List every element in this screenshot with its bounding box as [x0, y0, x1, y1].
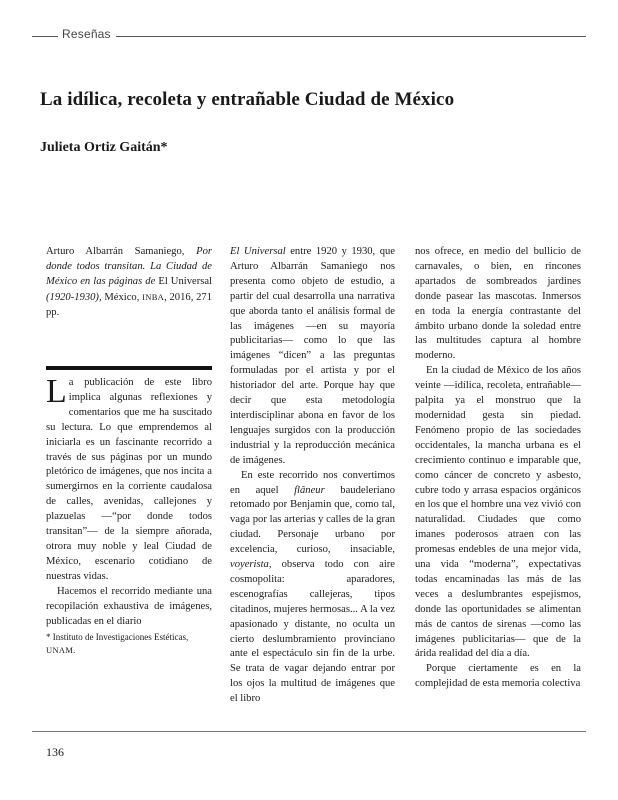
- article-title: La idílica, recoleta y entrañable Ciudad de México: [40, 89, 455, 110]
- voyerista-term: voyerista,: [230, 559, 272, 571]
- reference-newspaper: El Universal: [158, 275, 212, 287]
- body-start-rule: [46, 366, 212, 370]
- article-author: Julieta Ortiz Gaitán*: [40, 140, 168, 155]
- reference-years: (1920-1930),: [46, 291, 102, 303]
- footer-rule: [32, 731, 586, 732]
- page-number: 136: [46, 745, 64, 759]
- newspaper-name: El Universal: [230, 246, 286, 257]
- paragraph: En la ciudad de México de los años veinte —idílica, recoleta, entrañable— palpita ya el monstruo que la modernidad gesta sin piedad. Fenómeno propio de las sociedades occidentales, la mancha urbana es el crecimiento continuo e imparable que, como cáncer de concreto y asbesto, cubre todo y arrasa espacios orgánicos en los que el hombre una vez vivió con naturalidad. Ciudades que como imanes poderosos atraen con las promesas endebles de una mejor vida, una vida “moderna”, expectativas todas encaminadas las más de las veces a deslumbrantes espejismos, donde las oportunidades se alimentan más de cantos de sirenas —como las imágenes publicitarias— que de la árida realidad del día a día.: [415, 365, 581, 660]
- section-label: Reseñas: [62, 27, 111, 41]
- paragraph: nos ofrece, en medio del bullicio de carnavales, o bien, en rincones apartados de sombreados jardines donde pasear las mascotas. Inmersos en toda la energía contrastante del ámbito urbano donde la soledad entre las multitudes captura al hombre moderno.: [415, 246, 581, 362]
- paragraph-text: baudeleriano retomado por Benjamin que, como tal, vaga por las arterias y calles de la gran ciudad. Personaje urbano por excelencia, curioso, insaciable,: [230, 484, 395, 556]
- header-rule-right: [116, 36, 586, 37]
- column-3: [415, 245, 581, 692]
- footnote-org: UNAM.: [46, 645, 76, 655]
- reference-publisher: INBA: [142, 291, 165, 302]
- footnote-mark: *: [46, 632, 51, 642]
- paragraph: Hacemos el recorrido mediante una recopilación exhaustiva de imágenes, publicadas en el diario: [46, 585, 212, 627]
- book-reference: [46, 245, 212, 321]
- paragraph-text: En este recorrido nos convertimos en aquel: [230, 469, 395, 496]
- footnote-text: Instituto de Investigaciones Estéticas,: [50, 632, 189, 642]
- column-1: [46, 373, 212, 629]
- paragraph: [230, 469, 395, 708]
- flaneur-term: flâneur: [294, 484, 325, 496]
- paragraph-text: a publicación de este libro implica algunas reflexiones y comentarios que me ha suscitado su lectura. Lo que emprendemos al iniciarla es un fascinante recorrido a través de sus páginas por un mundo pletórico de imágenes, que nos incita a sumergirnos en la corriente caudalosa de calles, avenidas, callejones y plazuelas —“por donde todos transitan”— de la siempre añorada, otrora muy noble y leal Ciudad de México, escenario cotidiano de nuestras vidas.: [46, 377, 212, 582]
- reference-author: Arturo Albarrán Samaniego,: [46, 246, 185, 257]
- paragraph: [230, 245, 395, 469]
- paragraph: [46, 373, 212, 585]
- reference-details: , 2016, 271 pp.: [46, 291, 212, 318]
- header-rule-left: [32, 36, 58, 37]
- reference-city: México,: [104, 291, 140, 303]
- footnote: [46, 631, 212, 657]
- reference-book-title: Por donde todos transitan. La Ciudad de México en las páginas de: [46, 246, 212, 287]
- paragraph-text: entre 1920 y 1930, que Arturo Albarrán Samaniego nos presenta como objeto de estudio, a partir del cual desarrolla una narrativa que aborda tanto el análisis formal de las imágenes —en su mayoría publicitarias— como lo que las imágenes “dicen” a las preguntas formuladas por el artista y por el historiador del arte. Porque hay que decir que esta metodología interdisciplinar abona en favor de los lenguajes surgidos con la producción industrial y la reproducción mecánica de imágenes.: [230, 246, 396, 466]
- column-2: [230, 245, 395, 707]
- paragraph-text: observa todo con aire cosmopolita: aparadores, escenografías callejeras, tipos citadinos, mujeres hermosas... A la vez apasionado y distante, no oculta un cierto deslumbramiento provinciano ante el espectáculo sin fin de la urbe. Se trata de vagar dejando entrar por los ojos la multitud de imágenes que el libro: [230, 559, 395, 705]
- drop-cap: L: [46, 373, 67, 410]
- paragraph: Porque ciertamente es en la complejidad de esta memoria colectiva: [415, 663, 581, 690]
